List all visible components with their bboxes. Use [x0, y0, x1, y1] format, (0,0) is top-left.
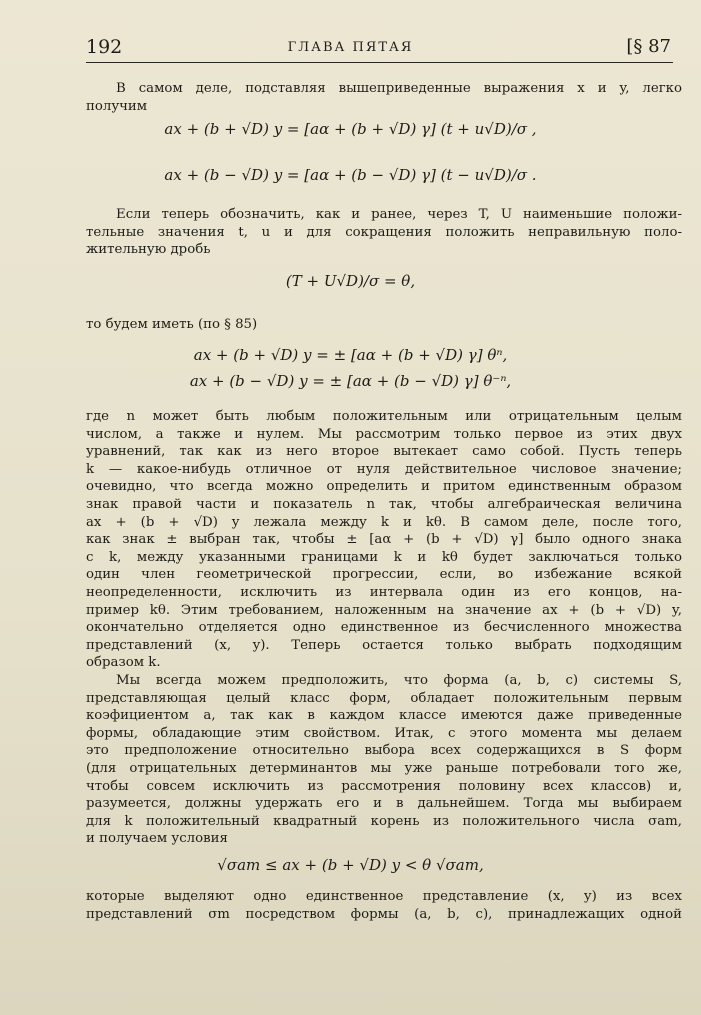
text-line: (для отрицательных детерминантов мы уже раньше потребовали того же,	[86, 760, 682, 776]
text-line: неопределенности, исключить из интервала один из его концов, на-	[86, 584, 682, 600]
text-line: знак правой части и показатель n так, чтобы алгебраическая величина	[86, 496, 682, 512]
paragraph-3	[86, 316, 682, 334]
text-line: представлений σm посредством формы (a, b, c), принадлежащих одной	[86, 906, 682, 922]
text-line: окончательно отделяется одно единственное из бесчисленного множества	[86, 620, 682, 636]
equation-5: ax + (b − √D) y = ± [aα + (b − √D) γ] θ⁻ⁿ,	[189, 372, 512, 390]
text-line: разумеется, должны удержать его и в дальнейшем. Тогда мы выбираем	[86, 796, 682, 812]
text-line: получим	[86, 98, 148, 114]
paragraph-4	[86, 408, 682, 672]
equation-6: √σam ≤ ax + (b + √D) y < θ √σam,	[217, 856, 484, 874]
equation-1: ax + (b + √D) y = [aα + (b + √D) γ] (t + u√D)/σ ,	[164, 120, 537, 138]
running-title: ГЛАВА ПЯТАЯ	[287, 40, 414, 55]
text-line: числом, а также и нулем. Мы рассмотрим только первое из этих двух	[86, 426, 682, 442]
paragraph-2	[86, 206, 682, 259]
text-line: как знак ± выбран так, чтобы ± [aα + (b + √D) γ] было одного знака	[86, 532, 682, 548]
text-line: Если теперь обозначить, как и ранее, через T, U наименьшие положи-	[116, 207, 682, 222]
section-marker: [§ 87	[626, 36, 671, 57]
text-line: Мы всегда можем предположить, что форма (a, b, c) системы S,	[116, 673, 682, 688]
paragraph-5	[86, 672, 682, 848]
equation-3: (T + U√D)/σ = θ,	[285, 272, 416, 290]
page-header	[0, 30, 701, 60]
header-rule	[86, 62, 673, 63]
text-line: коэфициентом a, так как в каждом классе имеются даже приведенные	[86, 708, 682, 724]
text-line: представляющая целый класс форм, обладает положительным первым	[86, 690, 682, 706]
text-line: где n может быть любым положительным или отрицательным целым	[86, 409, 682, 424]
text-line: и получаем условия	[86, 831, 228, 847]
text-line: очевидно, что всегда можно определить и притом единственным образом	[86, 479, 682, 495]
text-line: тельные значения t, u и для сокращения положить неправильную поло-	[86, 224, 682, 240]
text-line: k — какое-нибудь отличное от нуля действительное числовое значение;	[86, 461, 682, 477]
paragraph-6	[86, 888, 682, 923]
text-line: чтобы совсем исключить из рассмотрения половину всех классов) и,	[86, 778, 682, 794]
text-line: один член геометрической прогрессии, если, во избежание всякой	[86, 567, 682, 583]
text-line: это предположение относительно выбора всех содержащихся в S форм	[86, 743, 682, 759]
text-line: формы, обладающие этим свойством. Итак, с этого момента мы делаем	[86, 725, 682, 741]
text-line: уравнений, так как из него второе вытекает само собой. Пусть теперь	[86, 444, 682, 460]
text-line: с k, между указанными границами k и kθ будет заключаться только	[86, 549, 682, 565]
equation-2: ax + (b − √D) y = [aα + (b − √D) γ] (t − u√D)/σ .	[164, 166, 537, 184]
text-line: пример kθ. Этим требованием, наложенным на значение ax + (b + √D) y,	[86, 602, 682, 618]
text-line: ax + (b + √D) y лежала между k и kθ. В самом деле, после того,	[86, 514, 682, 530]
text-line: которые выделяют одно единственное представление (x, y) из всех	[86, 889, 682, 904]
page-number: 192	[86, 36, 123, 58]
text-line: для k положительный квадратный корень из положительного числа σam,	[86, 813, 682, 829]
text-line: жительную дробь	[86, 242, 211, 258]
equation-4: ax + (b + √D) y = ± [aα + (b + √D) γ] θⁿ,	[193, 346, 508, 364]
text-line: образом k.	[86, 655, 161, 671]
text-line: В самом деле, подставляя вышеприведенные выражения x и y, легко	[116, 81, 682, 96]
paragraph-1	[86, 80, 682, 115]
text-line: представлений (x, y). Теперь остается только выбрать подходящим	[86, 637, 682, 653]
text-line: то будем иметь (по § 85)	[86, 317, 258, 332]
